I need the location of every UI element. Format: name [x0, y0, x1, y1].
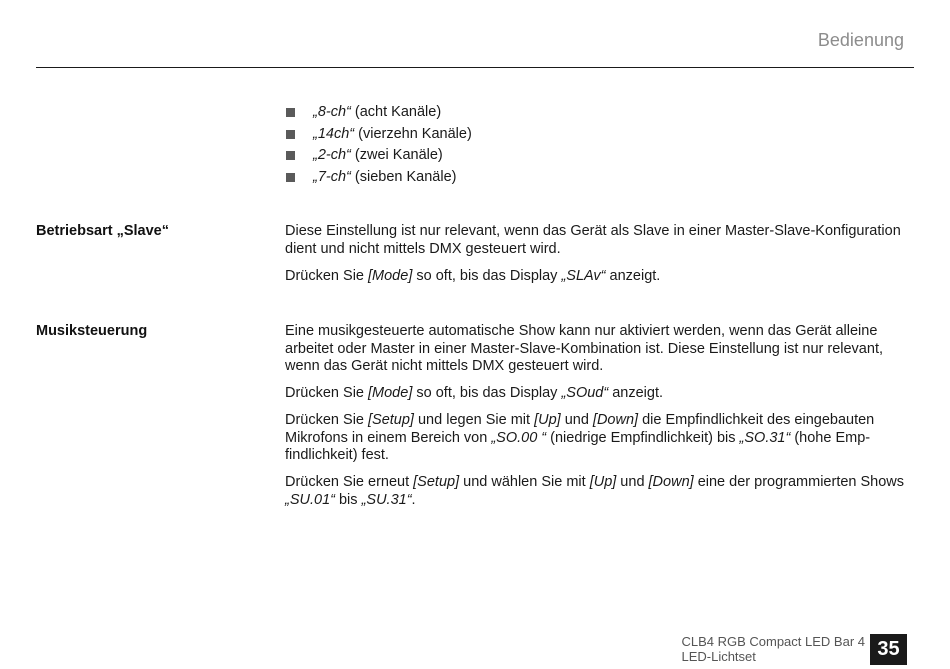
key-up: [Up] — [534, 412, 561, 428]
music-section-heading: Musiksteuerung — [36, 323, 148, 339]
list-item — [286, 167, 472, 189]
slave-section-body — [285, 223, 915, 295]
slave-paragraph-2: Drücken Sie [Mode] so oft, bis das Display „SLAv“ anzeigt. — [285, 267, 661, 284]
square-bullet-icon — [286, 151, 295, 160]
page-number: 35 — [870, 634, 907, 665]
mode-code: „14ch“ — [313, 125, 355, 142]
key-mode: [Mode] — [368, 267, 413, 284]
footer-line-1: CLB4 RGB Compact LED Bar 4 — [681, 634, 865, 649]
display-code: „SLAv“ — [561, 267, 606, 284]
key-down: [Down] — [592, 412, 639, 428]
channel-mode-list — [286, 102, 472, 188]
key-mode: [Mode] — [368, 385, 413, 401]
music-paragraph-2: Drücken Sie [Mode] so oft, bis das Display „SOud“ anzeigt. — [285, 385, 664, 401]
key-down: [Down] — [648, 474, 694, 490]
music-paragraph-1: Eine musikgesteuerte automatische Show kann nur aktiviert werden, wenn das Gerät alleine arbeitet oder Master in einer Master-Slave-Kombination ist. Diese Einstellung ist nur relevant, wenn das Gerät nicht mittels DMX gesteuert wird. — [285, 323, 883, 374]
mode-description: (sieben Kanäle) — [354, 168, 457, 185]
mode-code: „2-ch“ — [313, 147, 351, 163]
display-code: „SOud“ — [561, 385, 609, 401]
list-item — [286, 124, 472, 146]
display-code: „SU.01“ — [285, 491, 335, 508]
slave-section-heading: Betriebsart „Slave“ — [36, 223, 169, 239]
header-divider — [36, 67, 914, 68]
music-paragraph-4: Drücken Sie erneut [Setup] und wählen Sie mit [Up] und [Down] eine der programmierten Shows „SU.01“ bis „SU.31“. — [285, 474, 905, 508]
display-code: „SU.31“ — [361, 491, 412, 508]
key-up: [Up] — [589, 474, 617, 490]
list-item — [286, 145, 472, 167]
music-paragraph-3: Drücken Sie [Setup] und legen Sie mit [Up] und [Down] die Empfindlichkeit des eingebauten Mikrofons in einem Bereich von „SO.00 “ (niedrige Empfindlichkeit) bis „SO.31“ (hohe Empfindlichkeit) fest. — [285, 412, 875, 463]
page-header-title: Bedienung — [817, 30, 904, 50]
square-bullet-icon — [286, 108, 295, 117]
display-code: „SO.31“ — [739, 429, 791, 446]
mode-code: „8-ch“ — [313, 104, 351, 120]
display-code: „SO.00 “ — [491, 429, 547, 446]
list-item — [286, 102, 472, 124]
mode-description: (vierzehn Kanäle) — [358, 125, 472, 142]
mode-description: (zwei Kanäle) — [354, 147, 443, 163]
square-bullet-icon — [286, 173, 295, 182]
key-setup: [Setup] — [368, 412, 414, 428]
mode-code: „7-ch“ — [313, 168, 351, 185]
key-setup: [Setup] — [413, 474, 460, 490]
footer-line-2: LED-Lichtset — [681, 649, 756, 664]
slave-paragraph-1: Diese Einstellung ist nur relevant, wenn das Gerät als Slave in einer Master-Slave-Konfiguration dient und nicht mittels DMX gesteuert wird. — [285, 223, 901, 257]
footer-product-name — [681, 634, 865, 664]
mode-description: (acht Kanäle) — [354, 104, 442, 120]
music-section-body — [285, 323, 915, 519]
square-bullet-icon — [286, 130, 295, 139]
